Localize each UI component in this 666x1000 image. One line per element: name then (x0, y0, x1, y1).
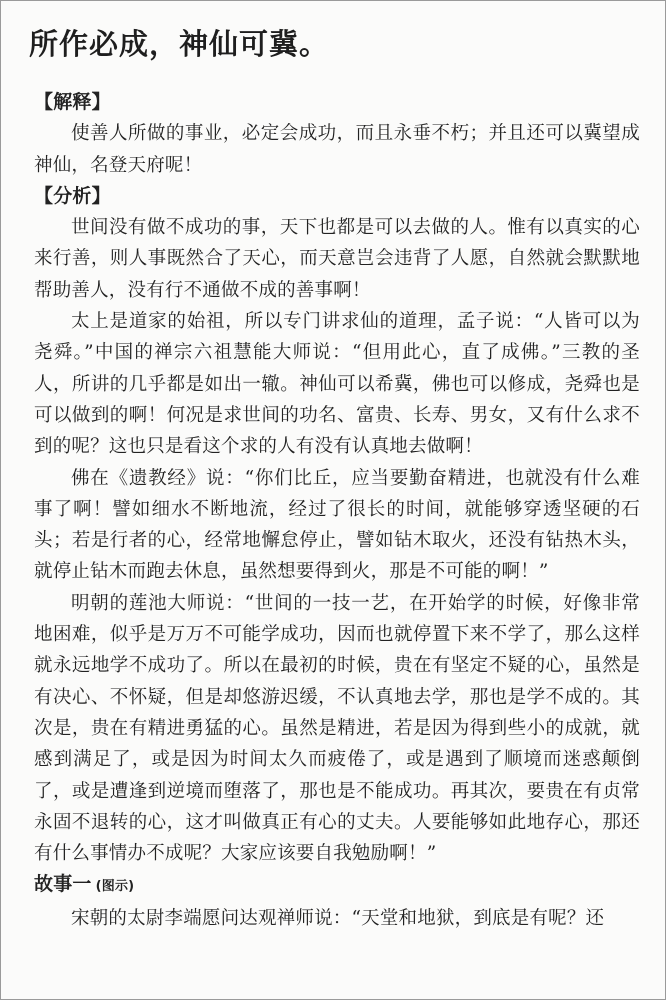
explanation-paragraph: 使善人所做的事业，必定会成功，而且永垂不朽；并且还可以冀望成神仙，名登天府呢！ (34, 123, 640, 176)
explanation-heading: 【解释】 (34, 91, 111, 113)
story-heading (34, 869, 640, 902)
analysis-paragraph-1: 世间没有做不成功的事，天下也都是可以去做的人。惟有以真实的心来行善，则人事既然合了天心，而天意岂会违背了人愿，自然就会默默地帮助善人，没有行不通做不成的善事啊！ (34, 217, 640, 301)
analysis-paragraph-4: 明朝的莲池大师说：“世间的一技一艺，在开始学的时候，好像非常地困难，似乎是万万不可能学成功，因而也就停置下来不学了，那么这样就永远地学不成功了。所以在最初的时候，贵在有坚定不疑的心，虽然是有决心、不怀疑，但是却悠游迟缓，不认真地去学，那也是学不成的。其次是，贵在有精进勇猛的心。虽然是精进，若是因为得到些小的成就，就感到满足了，或是因为时间太久而疲倦了，或是遇到了顺境而迷惑颠倒了，或是遭逢到逆境而堕落了，那也是不能成功。再其次，要贵在有贞常永固不退转的心，这才叫做真正有心的丈夫。人要能够如此地存心，那还有什么事情办不成呢？大家应该要自我勉励啊！” (34, 592, 640, 865)
page-body (34, 87, 640, 934)
analysis-heading: 【分析】 (34, 184, 111, 207)
story-heading-label: 故事一 (34, 873, 92, 896)
analysis-paragraph-3: 佛在《遗教经》说：“你们比丘，应当要勤奋精进，也就没有什么难事了啊！譬如细水不断地流，经过了很长的时间，就能够穿透坚硬的石头；若是行者的心，经常地懈怠停止，譬如钻木取火，还没有钻热木头，就停止钻木而跑去休息，虽然想要得到火，那是不可能的啊！” (34, 467, 640, 583)
page-title: 所作必成，神仙可冀。 (29, 27, 330, 61)
story-heading-note: (图示) (95, 879, 135, 895)
analysis-paragraph-2: 太上是道家的始祖，所以专门讲求仙的道理，孟子说：“人皆可以为尧舜。”中国的禅宗六祖慧能大师说：“但用此心，直了成佛。”三教的圣人，所讲的几乎都是如出一辙。神仙可以希冀，佛也可以修成，尧舜也是可以做到的啊！何况是求世间的功名、富贵、长寿、男女，又有什么求不到的呢？这也只是看这个求的人有没有认真地去做啊！ (34, 311, 640, 458)
story-paragraph: 宋朝的太尉李端愿问达观禅师说：“天堂和地狱，到底是有呢？还 (71, 907, 605, 929)
